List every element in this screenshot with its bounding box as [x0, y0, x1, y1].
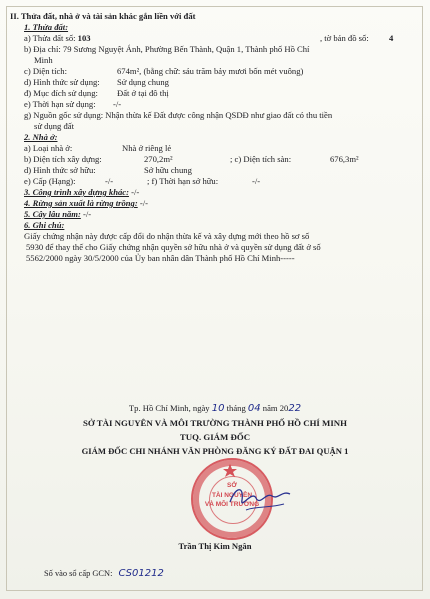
origin-line-2: sử dụng đất: [34, 121, 74, 131]
term-value: -/-: [113, 99, 122, 109]
ownership-label: d) Hình thức sở hữu:: [24, 165, 96, 175]
forest-label: 4. Rừng sản xuất là rừng trồng:: [24, 198, 138, 208]
other-construction-row: [10, 187, 416, 198]
use-form-row: [10, 77, 416, 88]
ownership-value: Sở hữu chung: [144, 165, 192, 175]
parcel-label: a) Thửa đất số:: [24, 33, 76, 43]
map-label: , tờ bản đồ số:: [320, 33, 369, 43]
purpose-row: [10, 88, 416, 99]
signer-name: Trần Thị Kim Ngân: [178, 541, 252, 551]
area-value: 674m², (bằng chữ: sáu trăm bảy mươi bốn mét vuông): [117, 66, 304, 76]
seal-top-text: SỞ: [227, 482, 237, 489]
section-2-content: [10, 11, 416, 264]
signature: [226, 480, 296, 520]
level-row: [10, 176, 416, 187]
built-area-label: b) Diện tích xây dựng:: [24, 154, 102, 164]
year-label: năm 20: [262, 403, 289, 413]
level-label: e) Cấp (Hạng):: [24, 176, 76, 186]
notes-line-3-text: 5562/2000 ngày 30/5/2000 của Ủy ban nhân dân Thành phố Hồ Chí Minh: [26, 253, 281, 263]
house-type-value: Nhà ở riêng lẻ: [122, 143, 172, 153]
built-area-row: [10, 154, 416, 165]
date-prefix: Tp. Hồ Chí Minh, ngày: [128, 403, 210, 413]
cert-registry-label: Số vào sổ cấp GCN:: [44, 569, 113, 578]
other-construction-value: -/-: [131, 187, 140, 197]
notes-line-2: 5930 để thay thế cho Giấy chứng nhận quyền sở hữu nhà ở và quyền sử dụng đất ở số: [26, 242, 321, 252]
cert-registry-value: CS01212: [118, 568, 164, 579]
use-form-label: d) Hình thức sử dụng:: [24, 77, 100, 87]
origin-line-1: g) Nguồn gốc sử dụng: Nhận thừa kế Đất được công nhận QSDĐ như giao đất có thu tiền: [24, 110, 333, 120]
perennial-row: [10, 209, 416, 220]
date-year-suffix: 22: [288, 403, 302, 414]
purpose-label: đ) Mục đích sử dụng:: [24, 88, 98, 98]
notes-dashes: -----: [280, 253, 295, 263]
ownership-term-value: -/-: [252, 176, 261, 186]
address-line-2: Minh: [34, 55, 53, 65]
term-label: e) Thời hạn sử dụng:: [24, 99, 96, 109]
house-type-row: [10, 143, 416, 154]
area-label: c) Diện tích:: [24, 66, 67, 76]
parcel-row: [10, 33, 416, 44]
ownership-row: [10, 165, 416, 176]
other-construction-label: 3. Công trình xây dựng khác:: [24, 187, 129, 197]
date-line: [0, 403, 430, 416]
land-heading: 1. Thửa đất:: [24, 22, 69, 32]
notes-heading: 6. Ghi chú:: [24, 220, 65, 230]
perennial-label: 5. Cây lâu năm:: [24, 209, 81, 219]
forest-row: [10, 198, 416, 209]
seal-line-1: TÀI NGUYÊN: [211, 492, 253, 499]
term-row: [10, 99, 416, 110]
use-form-value: Sử dụng chung: [117, 77, 169, 87]
house-heading: 2. Nhà ở:: [24, 132, 58, 142]
ownership-term-label: ; f) Thời hạn sở hữu:: [147, 176, 219, 186]
seal-line-2: VÀ MÔI TRƯỜNG: [204, 501, 260, 508]
map-value: 4: [389, 33, 394, 43]
notes-line-1: Giấy chứng nhận này được cấp đổi do nhận thừa kế và xây dựng mới theo hồ sơ số: [24, 231, 310, 241]
floor-area-label: ; c) Diện tích sàn:: [230, 154, 292, 164]
floor-area-value: 676,3m²: [330, 154, 359, 164]
notes-line-3: [10, 253, 416, 264]
month-label: tháng: [226, 403, 246, 413]
agency-name: SỞ TÀI NGUYÊN VÀ MÔI TRƯỜNG THÀNH PHỐ HỒ CHÍ MINH: [83, 418, 347, 428]
director-title: GIÁM ĐỐC CHI NHÁNH VĂN PHÒNG ĐĂNG KÝ ĐẤT ĐAI QUẬN 1: [81, 446, 349, 456]
purpose-value: Đất ở tại đô thị: [117, 88, 169, 98]
forest-value: -/-: [139, 198, 148, 208]
cert-registry-row: [44, 568, 164, 581]
level-value: -/-: [105, 176, 114, 186]
tuq-title: TUQ. GIÁM ĐỐC: [179, 432, 251, 442]
perennial-value: -/-: [82, 209, 92, 219]
date-month: 04: [247, 403, 261, 414]
area-row: [10, 66, 416, 77]
house-type-label: a) Loại nhà ở:: [24, 143, 73, 153]
parcel-value: 103: [77, 33, 91, 43]
section-heading: II. Thửa đất, nhà ở và tài sản khác gắn liền với đất: [10, 11, 196, 21]
address-line-1: b) Địa chỉ: 79 Sương Nguyệt Ánh, Phường Bến Thành, Quận 1, Thành phố Hồ Chí: [24, 44, 310, 54]
date-day: 10: [211, 403, 225, 414]
built-area-value: 270,2m²: [144, 154, 173, 164]
